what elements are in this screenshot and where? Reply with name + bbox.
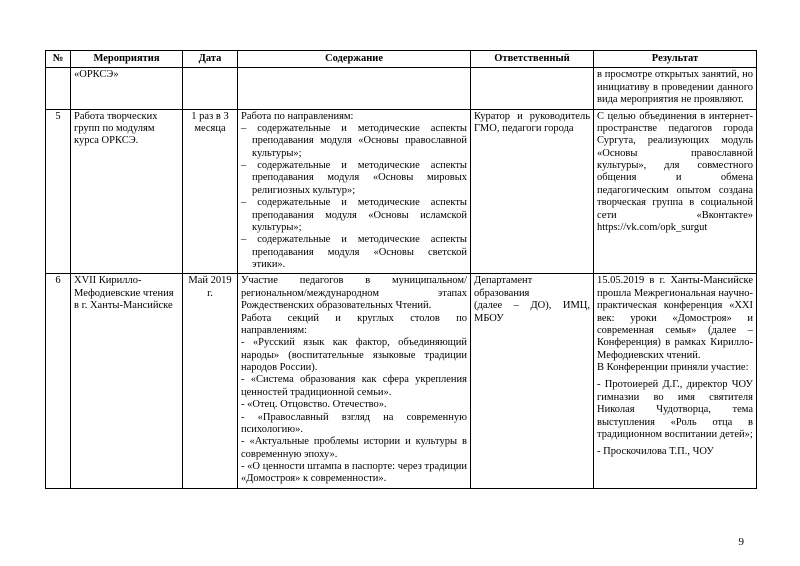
cell-paragraph: 1 раз в 3 месяца <box>191 110 229 134</box>
table-cell <box>183 109 238 274</box>
table-cell <box>183 68 238 109</box>
table-cell <box>471 68 594 109</box>
column-header: Результат <box>594 51 757 68</box>
table-cell <box>471 274 594 488</box>
column-header: № <box>46 51 71 68</box>
cell-paragraph: - «Православный взгляд на современную психологию». <box>241 411 467 435</box>
cell-paragraph: Работа творческих групп по модулям курса ОРКСЭ. <box>74 110 158 147</box>
table-header-row <box>46 51 757 68</box>
cell-paragraph: - «Русский язык как фактор, объединяющий народы» (воспитательные языковые традиции народов России). <box>241 337 467 373</box>
cell-paragraph: «ОРКСЭ» <box>74 69 119 81</box>
column-header: Мероприятия <box>71 51 183 68</box>
table-cell <box>238 68 471 109</box>
cell-paragraph: Работа секций и круглых столов по направлениям: <box>241 312 467 336</box>
cell-paragraph: - Протоиерей Д.Г., директор ЧОУ гимназии во имя святителя Николая Чудотворца, тема выступления «Роль отца в традиционном воспитании детей»; <box>597 379 753 440</box>
schedule-table <box>45 50 757 489</box>
cell-paragraph: 15.05.2019 в г. Ханты-Мансийске прошла Межрегиональная научно-практическая конференция «XXI век: уроки «Домостроя» и современная семья» (далее – Конференция) в рамках Кирилло-Мефодиевских чтений. <box>597 275 753 361</box>
cell-paragraph: - «Актуальные проблемы истории и культуры в современную эпоху». <box>241 436 467 460</box>
table-cell <box>238 274 471 488</box>
table-cell <box>238 109 471 274</box>
cell-paragraph: Департамент образования <box>474 275 533 299</box>
table-cell <box>46 109 71 274</box>
cell-paragraph: - Проскочилова Т.П., ЧОУ <box>597 446 714 458</box>
table-cell <box>71 274 183 488</box>
cell-paragraph: 6 <box>55 275 61 287</box>
cell-paragraph: - «О ценности штампа в паспорте: через традиции «Домостроя» к современности». <box>241 461 467 485</box>
cell-paragraph: XVII Кирилло-Мефодиевские чтения в г. Ханты-Мансийске <box>74 275 174 312</box>
table-body <box>46 68 757 488</box>
cell-paragraph: в просмотре открытых занятий, но инициативу в проведении данного вида мероприятия не проявляют. <box>597 69 753 106</box>
cell-paragraph: – содержательные и методические аспекты преподавания модуля «Основы православной культуры»; <box>241 122 467 159</box>
cell-paragraph: Работа по направлениям: <box>241 110 354 122</box>
cell-paragraph: Куратор и руководитель ГМО, педагоги города <box>474 110 590 134</box>
table-cell <box>46 68 71 109</box>
table-cell <box>471 109 594 274</box>
table-cell <box>183 274 238 488</box>
page-number: 9 <box>738 536 744 548</box>
cell-paragraph: – содержательные и методические аспекты преподавания модуля «Основы светской этики». <box>241 234 467 270</box>
table-row <box>46 68 757 109</box>
table-cell <box>594 274 757 488</box>
table-cell <box>594 109 757 274</box>
cell-paragraph: 5 <box>55 110 61 122</box>
cell-paragraph: Участие педагогов в муниципальном/региональном/международном этапах Рождественских образовательных Чтений. <box>241 275 467 312</box>
table-cell <box>594 68 757 109</box>
cell-paragraph: - «Отец. Отцовство. Отечество». <box>241 399 387 411</box>
column-header: Содержание <box>238 51 471 68</box>
cell-paragraph: (далее – ДО), ИМЦ, МБОУ <box>474 300 590 324</box>
column-header: Дата <box>183 51 238 68</box>
cell-paragraph: Май 2019 г. <box>188 275 232 299</box>
table-row <box>46 274 757 488</box>
cell-paragraph: В Конференции приняли участие: <box>597 362 749 373</box>
table-cell <box>46 274 71 488</box>
column-header: Ответственный <box>471 51 594 68</box>
cell-paragraph: – содержательные и методические аспекты преподавания модуля «Основы мировых религиозных культур»; <box>241 160 467 196</box>
table-row <box>46 109 757 274</box>
table-cell <box>71 68 183 109</box>
table-cell <box>71 109 183 274</box>
cell-paragraph: – содержательные и методические аспекты преподавания модуля «Основы исламской культуры»; <box>241 197 467 233</box>
cell-paragraph: С целью объединения в интернет-пространстве педагогов города Сургута, реализующих модуль «Основы православной культуры», для совместного общения и обмена педагогическим опытом создана творческая группа в социальной сети «Вконтакте» https://vk.com/opk_surgut <box>597 110 753 233</box>
cell-paragraph: - «Система образования как сфера укрепления ценностей традиционной семьи». <box>241 374 467 398</box>
